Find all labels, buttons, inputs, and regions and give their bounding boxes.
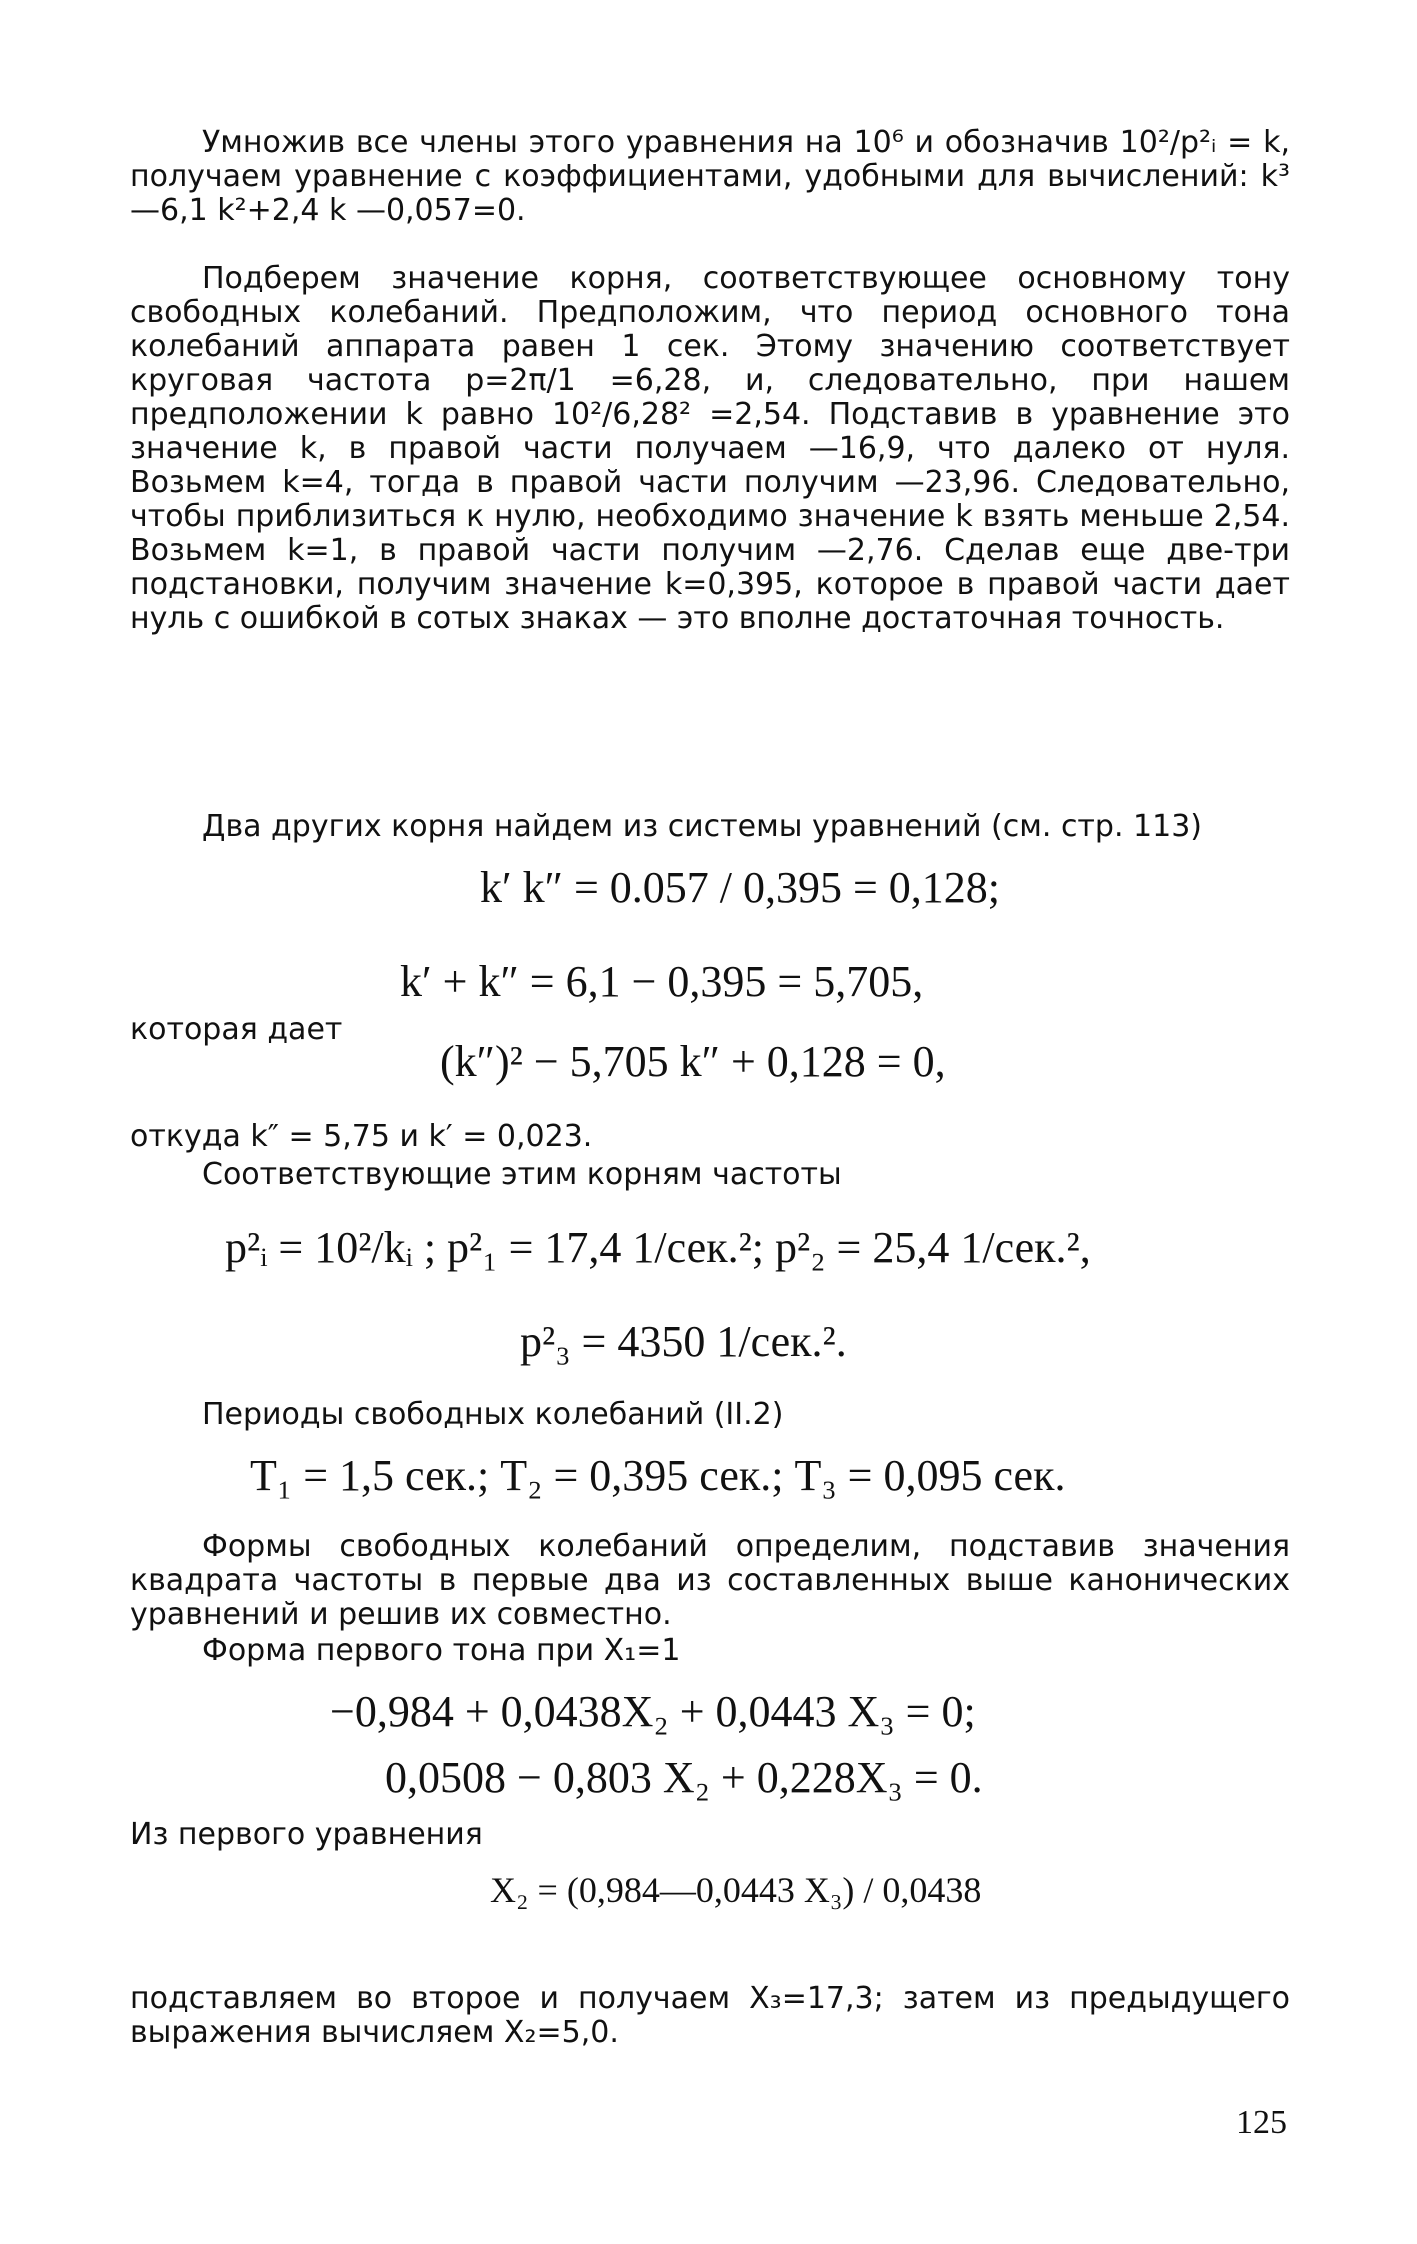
equation-sum: k′ + k″ = 6,1 − 0,395 = 5,705, xyxy=(400,957,924,1006)
paragraph-10: подставляем во второе и получаем X₃=17,3; затем из предыдущего выражения вычисляем X₂=5,0. xyxy=(130,1981,1290,2050)
equation-product: k′ k″ = 0.057 / 0,395 = 0,128; xyxy=(480,863,1001,912)
equation-form-1: −0,984 + 0,0438X₂ + 0,0443 X₃ = 0; xyxy=(330,1687,976,1736)
paragraph-7: Формы свободных колебаний определим, подставив значения квадрата частоты в первые два из составленных выше канонических уравнений и решив их совместно. xyxy=(130,1529,1290,1632)
equation-p3: p²₃ = 4350 1/сек.². xyxy=(520,1317,847,1366)
paragraph-9: Из первого уравнения xyxy=(130,1817,483,1852)
equation-frequencies: p²ᵢ = 10²/kᵢ ; p²₁ = 17,4 1/сек.²; p²₂ = 25,4 1/сек.², xyxy=(225,1223,1091,1272)
equation-form-2: 0,0508 − 0,803 X₂ + 0,228X₃ = 0. xyxy=(385,1753,983,1802)
equation-quadratic: (k″)² − 5,705 k″ + 0,128 = 0, xyxy=(440,1037,946,1086)
label-which-gives: которая дает xyxy=(130,1012,343,1047)
paragraph-4: откуда k″ = 5,75 и k′ = 0,023. xyxy=(130,1119,593,1154)
paragraph-2: Подберем значение корня, соответствующее основному тону свободных колебаний. Предположим, что период основного тона колебаний аппарата равен 1 сек. Этому значению соответствует круговая частота p=2π/1 =6,28, и, следовательно, при нашем предположении k равно 10²/6,28² =2,54. Подставив в уравнение это значение k, в правой части получаем —16,9, что далеко от нуля. Возьмем k=4, тогда в правой части получим —23,96. Следовательно, чтобы приблизиться к нулю, необходимо значение k взять меньше 2,54. Возьмем k=1, в правой части получим —2,76. Сделав еще две-три подстановки, получим значение k=0,395, которое в правой части дает нуль с ошибкой в сотых знаках — это вполне достаточная точность. xyxy=(130,261,1290,636)
paragraph-1: Умножив все члены этого уравнения на 10⁶ и обозначив 10²/p²ᵢ = k, получаем уравнение с коэффициентами, удобными для вычислений: k³—6,1 k²+2,4 k —0,057=0. xyxy=(130,125,1290,228)
paragraph-5: Соответствующие этим корням частоты xyxy=(202,1157,842,1192)
equation-x2: X₂ = (0,984—0,0443 X₃) / 0,0438 xyxy=(490,1870,982,1910)
page-number: 125 xyxy=(1236,2104,1287,2141)
paragraph-3: Два других корня найдем из системы уравнений (см. стр. 113) xyxy=(202,809,1202,844)
equation-periods: T₁ = 1,5 сек.; T₂ = 0,395 сек.; T₃ = 0,095 сек. xyxy=(250,1451,1066,1500)
paragraph-8: Форма первого тона при X₁=1 xyxy=(202,1633,681,1668)
paragraph-6: Периоды свободных колебаний (II.2) xyxy=(202,1397,784,1432)
